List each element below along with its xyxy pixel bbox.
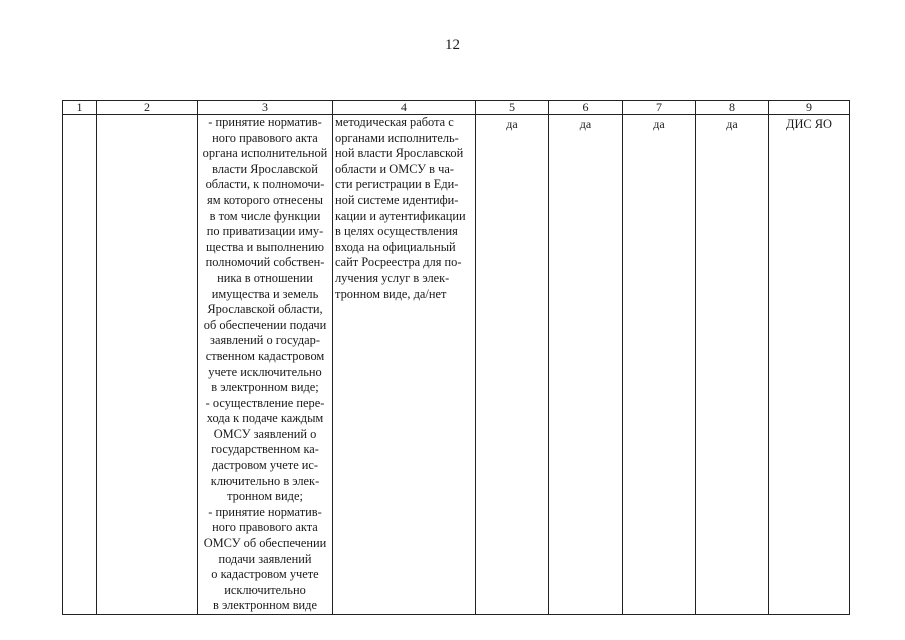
table-cell-col2 [97, 115, 198, 615]
table-cell-col8: да [696, 115, 769, 615]
column-header: 1 [63, 101, 97, 115]
column-header: 6 [549, 101, 623, 115]
column-header: 8 [696, 101, 769, 115]
column-header: 9 [769, 101, 850, 115]
page-number: 12 [445, 37, 460, 53]
table-cell-measures: - принятие норматив- ного правового акта органа исполнительной власти Ярославской области, к полномочи- ям которого отнесены в том числе функции по приватизации иму- щества и выполнению полномочий собствен- ника в отношении имущества и земель Ярославской области, об обеспечении подачи заявлений о государ- ственном кадастровом учете исключительно в электронном виде; - осуществление пере- хода к подаче каждым ОМСУ заявлений о государственном ка- дастровом учете ис- ключительно в элек- тронном виде; - принятие норматив- ного правового акта ОМСУ об обеспечении подачи заявлений о кадастровом учете исключительно в электронном виде [198, 115, 333, 615]
table-cell-col5: да [476, 115, 549, 615]
column-header: 7 [623, 101, 696, 115]
column-header: 2 [97, 101, 198, 115]
table-cell-responsible: ДИС ЯО [769, 115, 850, 615]
table-cell-col1 [63, 115, 97, 615]
table-row [63, 115, 850, 615]
table-cell-col7: да [623, 115, 696, 615]
document-table [62, 100, 850, 615]
table-header-row [63, 101, 850, 115]
table-cell-indicator: методическая работа с органами исполнитель- ной власти Ярославской области и ОМСУ в ча- сти регистрации в Еди- ной системе идентифи- кации и аутентификации в целях осуществления входа на официальный сайт Росреестра для по- лучения услуг в элек- тронном виде, да/нет [333, 115, 476, 615]
column-header: 4 [333, 101, 476, 115]
column-header: 5 [476, 101, 549, 115]
column-header: 3 [198, 101, 333, 115]
table-cell-col6: да [549, 115, 623, 615]
